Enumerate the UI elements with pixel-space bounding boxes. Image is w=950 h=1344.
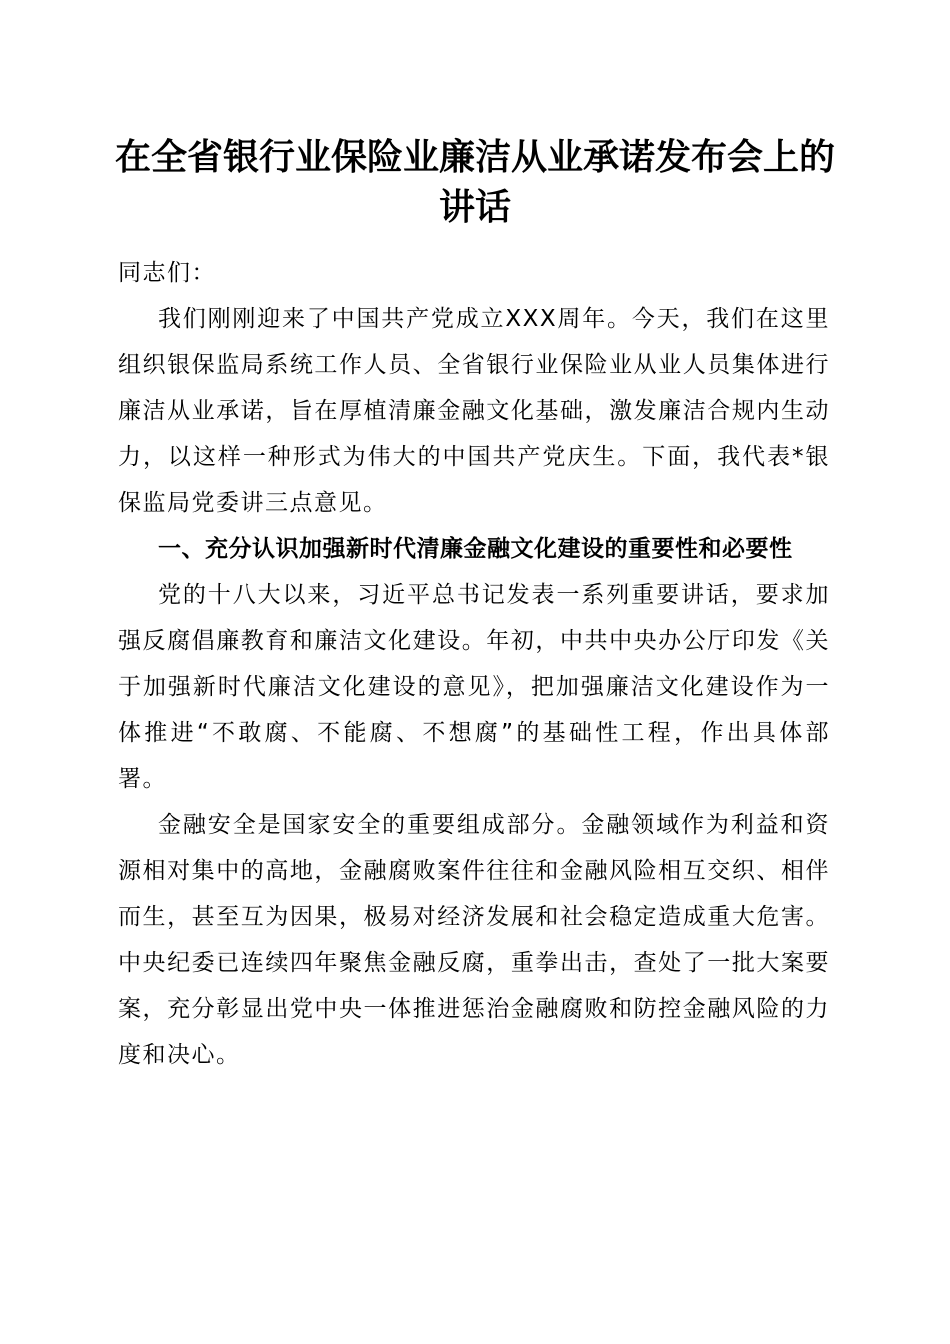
document-title — [100, 132, 850, 232]
title-line-1: 在全省银行业保险业廉洁从业承诺发布会上的 — [114, 136, 835, 178]
section-heading-1: 一、充分认识加强新时代清廉金融文化建设的重要性和必要性 — [158, 536, 793, 562]
section1-paragraph-2: 金融安全是国家安全的重要组成部分。金融领域作为利益和资源相对集中的高地，金融腐败案件往往和金融风险相互交织、相伴而生，甚至互为因果，极易对经济发展和社会稳定造成重大危害。中央纪委已连续四年聚焦金融反腐，重拳出击，查处了一批大案要案，充分彰显出党中央一体推进惩治金融腐败和防控金融风险的力度和决心。 — [118, 812, 830, 1068]
title-line-2: 讲话 — [438, 186, 511, 228]
salutation: 同志们： — [118, 260, 216, 286]
intro-paragraph: 我们刚刚迎来了中国共产党成立XXX周年。今天，我们在这里组织银保监局系统工作人员、全省银行业保险业从业人员集体进行廉洁从业承诺，旨在厚植清廉金融文化基础，激发廉洁合规内生动力，以这样一种形式为伟大的中国共产党庆生。下面，我代表*银保监局党委讲三点意见。 — [118, 306, 830, 516]
document-body — [118, 250, 830, 1078]
section1-paragraph-1: 党的十八大以来，习近平总书记发表一系列重要讲话，要求加强反腐倡廉教育和廉洁文化建设。年初，中共中央办公厅印发《关于加强新时代廉洁文化建设的意见》，把加强廉洁文化建设作为一体推进“不敢腐、不能腐、不想腐”的基础性工程，作出具体部署。 — [118, 582, 830, 792]
